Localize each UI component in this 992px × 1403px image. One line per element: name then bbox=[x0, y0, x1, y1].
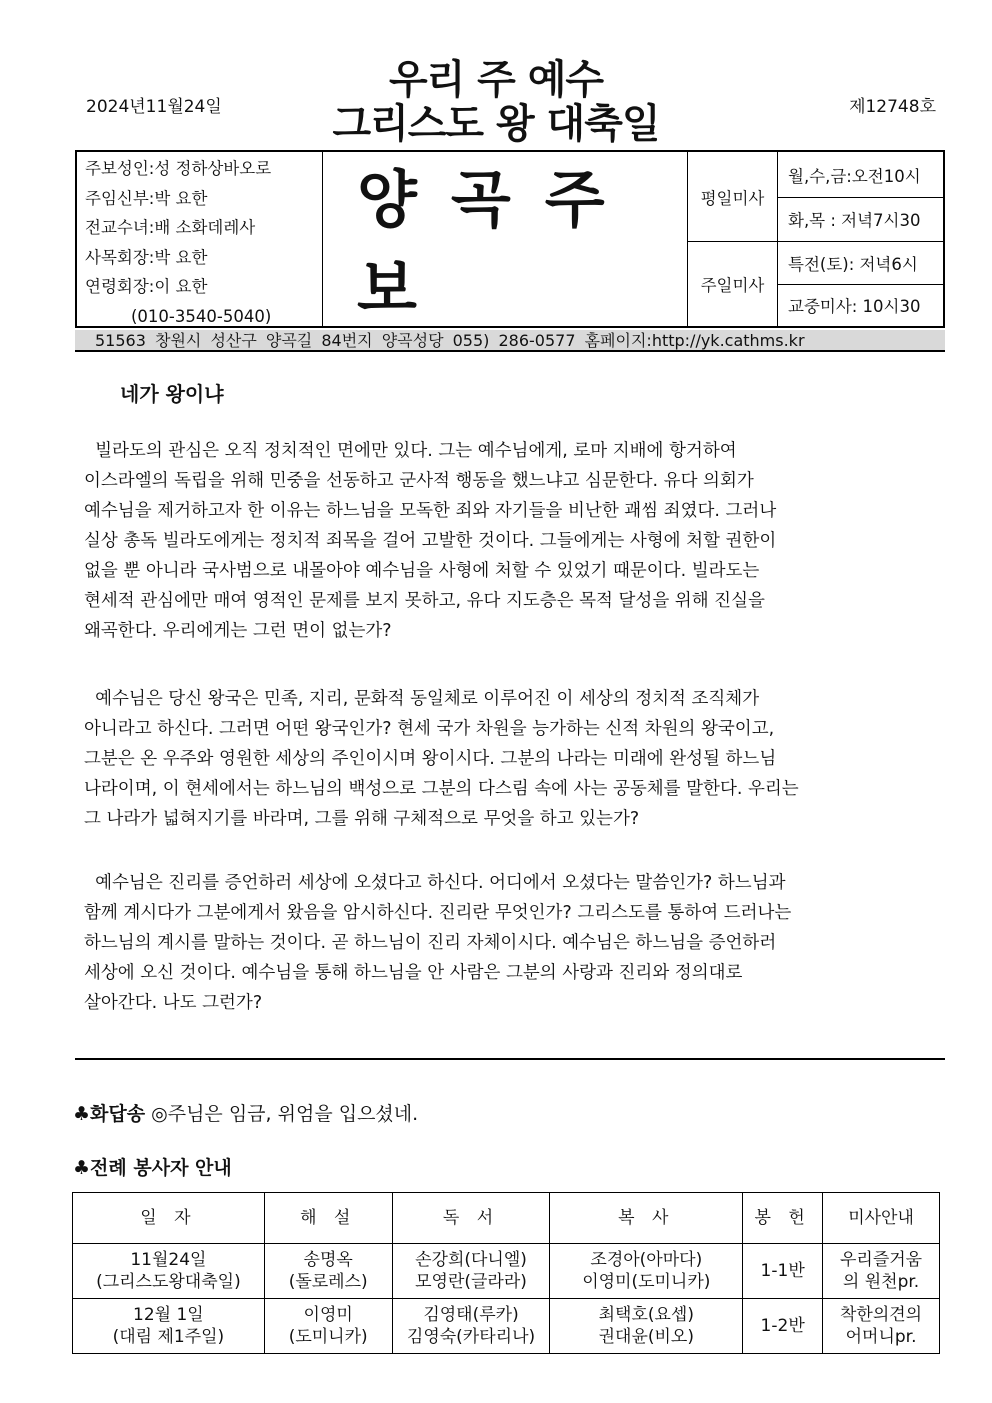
cell-line: 최택호(요셉) bbox=[598, 1305, 694, 1325]
text-line: 아니라고 하신다. 그러면 어떤 왕국인가? 현세 국가 차원을 능가하는 신적 차원의 왕국이고, bbox=[84, 719, 775, 739]
cell-commentator bbox=[264, 1299, 392, 1354]
weekday-mass-label: 평일미사 bbox=[688, 152, 778, 241]
col-header-altar-servers: 복 사 bbox=[550, 1193, 743, 1244]
bulletin-name: 양곡주보 bbox=[357, 163, 639, 325]
staff-pastor: 주임신부:박 요한 bbox=[85, 188, 208, 208]
cell-line: (돌로레스) bbox=[288, 1272, 368, 1292]
text-line: 하느님의 계시를 말하는 것이다. 곧 하느님이 진리 자체이시다. 예수님은 하느님을 증언하러 bbox=[84, 933, 777, 953]
article-title: 네가 왕이냐 bbox=[120, 382, 224, 406]
servers-title: ♣전례 봉사자 안내 bbox=[73, 1157, 232, 1179]
cell-date bbox=[73, 1244, 265, 1299]
feast-title-line1: 우리 주 예수 bbox=[388, 57, 604, 103]
cell-line: 조경아(아마다) bbox=[590, 1250, 703, 1270]
col-header-commentator: 해 설 bbox=[264, 1193, 392, 1244]
issue-number: 제12748호 bbox=[849, 97, 936, 117]
text-line: 빌라도의 관심은 오직 정치적인 면에만 있다. 그는 예수님에게, 로마 지배에 항거하여 bbox=[84, 441, 737, 461]
cell-line: 송명옥 bbox=[303, 1250, 353, 1270]
cell-line: 모영란(글라라) bbox=[415, 1272, 527, 1292]
cell-readers bbox=[392, 1244, 550, 1299]
text-line: 함께 계시다가 그분에게서 왔음을 암시하신다. 진리란 무엇인가? 그리스도를 통하여 드러나는 bbox=[84, 903, 792, 923]
text-line: 살아간다. 나도 그런가? bbox=[84, 993, 263, 1013]
masthead bbox=[75, 150, 945, 328]
text-line: 예수님은 당신 왕국은 민족, 지리, 문화적 동일체로 이루어진 이 세상의 정치적 조직체가 bbox=[84, 689, 760, 709]
feast-title-line2: 그리스도 왕 대축일 bbox=[332, 101, 660, 147]
text-line: 나라이며, 이 현세에서는 하느님의 백성으로 그분의 다스림 속에 사는 공동체를 말한다. 우리는 bbox=[84, 779, 799, 799]
text-line: 현세적 관심에만 매여 영적인 문제를 보지 못하고, 유다 지도층은 목적 달성을 위해 진실을 bbox=[84, 591, 765, 611]
sunday-mass-label: 주일미사 bbox=[688, 241, 778, 326]
text-line: 그 나라가 넓혀지기를 바라며, 그를 위해 구체적으로 무엇을 하고 있는가? bbox=[84, 809, 640, 829]
table-header-row bbox=[73, 1193, 940, 1244]
sunday-mass-time-1: 특전(토): 저녁6시 bbox=[788, 254, 918, 274]
cell-commentator bbox=[264, 1244, 392, 1299]
cell-line: 김영태(루카) bbox=[423, 1305, 519, 1325]
cell-line: 손강희(다니엘) bbox=[415, 1250, 527, 1270]
cell-readers bbox=[392, 1299, 550, 1354]
cell-line: 11월24일 bbox=[130, 1250, 207, 1270]
cell-line: 우리즐거움 bbox=[839, 1250, 923, 1270]
psalm-text: ◎주님은 임금, 위엄을 입으셨네. bbox=[145, 1103, 419, 1125]
text-line: 세상에 오신 것이다. 예수님을 통해 하느님을 안 사람은 그분의 사랑과 진리와 정의대로 bbox=[84, 963, 743, 983]
staff-council-president: 사목회장:박 요한 bbox=[85, 247, 208, 267]
col-header-offering: 봉 헌 bbox=[743, 1193, 823, 1244]
bulletin-date: 2024년11월24일 bbox=[86, 97, 222, 117]
cell-line: 의 원천pr. bbox=[842, 1272, 920, 1292]
cell-offering: 1-2반 bbox=[743, 1299, 823, 1354]
col-header-mass-intention: 미사안내 bbox=[823, 1193, 940, 1244]
cell-mass-intention bbox=[823, 1299, 940, 1354]
cell-line: 이영미 bbox=[303, 1305, 353, 1325]
table-row bbox=[73, 1244, 940, 1299]
cell-altar-servers bbox=[550, 1244, 743, 1299]
col-header-readers: 독 서 bbox=[392, 1193, 550, 1244]
text-line: 이스라엘의 독립을 위해 민중을 선동하고 군사적 행동을 했느냐고 심문한다. 유다 의회가 bbox=[84, 471, 754, 491]
article-paragraph-2 bbox=[84, 684, 944, 834]
bulletin-name-box bbox=[323, 152, 688, 326]
cell-line: 12월 1일 bbox=[133, 1305, 204, 1325]
sunday-mass-time-2: 교중미사: 10시30 bbox=[788, 297, 921, 316]
cell-line: 어머니pr. bbox=[845, 1327, 917, 1347]
text-line: 예수님은 진리를 증언하러 세상에 오셨다고 하신다. 어디에서 오셨다는 말씀인가? 하느님과 bbox=[84, 873, 786, 893]
cell-line: (그리스도왕대축일) bbox=[96, 1272, 241, 1292]
staff-list bbox=[77, 152, 323, 326]
text-line: 실상 총독 빌라도에게는 정치적 죄목을 걸어 고발한 것이다. 그들에게는 사형에 처할 권한이 bbox=[84, 531, 777, 551]
article-paragraph-1 bbox=[84, 436, 944, 646]
cell-offering: 1-1반 bbox=[743, 1244, 823, 1299]
cell-line: (대림 제1주일) bbox=[112, 1327, 225, 1347]
staff-patron: 주보성인:성 정하상바오로 bbox=[85, 159, 272, 178]
cell-line: 김영숙(카타리나) bbox=[406, 1327, 536, 1347]
cell-date bbox=[73, 1299, 265, 1354]
table-row bbox=[73, 1299, 940, 1354]
article-paragraph-3 bbox=[84, 868, 944, 1018]
weekday-mass-time-1: 월,수,금:오전10시 bbox=[788, 166, 921, 186]
psalm-label: ♣화답송 bbox=[73, 1103, 146, 1125]
address-bar: 51563 창원시 성산구 양곡길 84번지 양곡성당 055) 286-0577 홈페이지:http://yk.cathms.kr bbox=[75, 330, 945, 352]
psalm-line bbox=[73, 1099, 418, 1126]
cell-line: 권대윤(비오) bbox=[598, 1327, 694, 1347]
cell-line: (도미니카) bbox=[288, 1327, 368, 1347]
text-line: 예수님을 제거하고자 한 이유는 하느님을 모독한 죄와 자기들을 비난한 괘씸 죄였다. 그러나 bbox=[84, 501, 777, 521]
section-divider bbox=[75, 1058, 945, 1060]
staff-sister: 전교수녀:배 소화데레사 bbox=[85, 218, 256, 237]
weekday-mass-time-2: 화,목 : 저녁7시30 bbox=[788, 211, 921, 230]
col-header-date: 일 자 bbox=[73, 1193, 265, 1244]
text-line: 그분은 온 우주와 영원한 세상의 주인이시며 왕이시다. 그분의 나라는 미래에 완성될 하느님 bbox=[84, 749, 777, 769]
cell-mass-intention bbox=[823, 1244, 940, 1299]
staff-phone: (010-3540-5040) bbox=[131, 306, 272, 326]
cell-line: 착한의견의 bbox=[839, 1305, 923, 1325]
staff-funeral-president: 연령회장:이 요한 bbox=[85, 277, 208, 296]
text-line: 왜곡한다. 우리에게는 그런 면이 없는가? bbox=[84, 621, 392, 641]
text-line: 없을 뿐 아니라 국사범으로 내몰아야 예수님을 사형에 처할 수 있었기 때문이다. 빌라도는 bbox=[84, 561, 760, 581]
cell-altar-servers bbox=[550, 1299, 743, 1354]
cell-line: 이영미(도미니카) bbox=[582, 1272, 711, 1292]
servers-table bbox=[72, 1192, 940, 1354]
